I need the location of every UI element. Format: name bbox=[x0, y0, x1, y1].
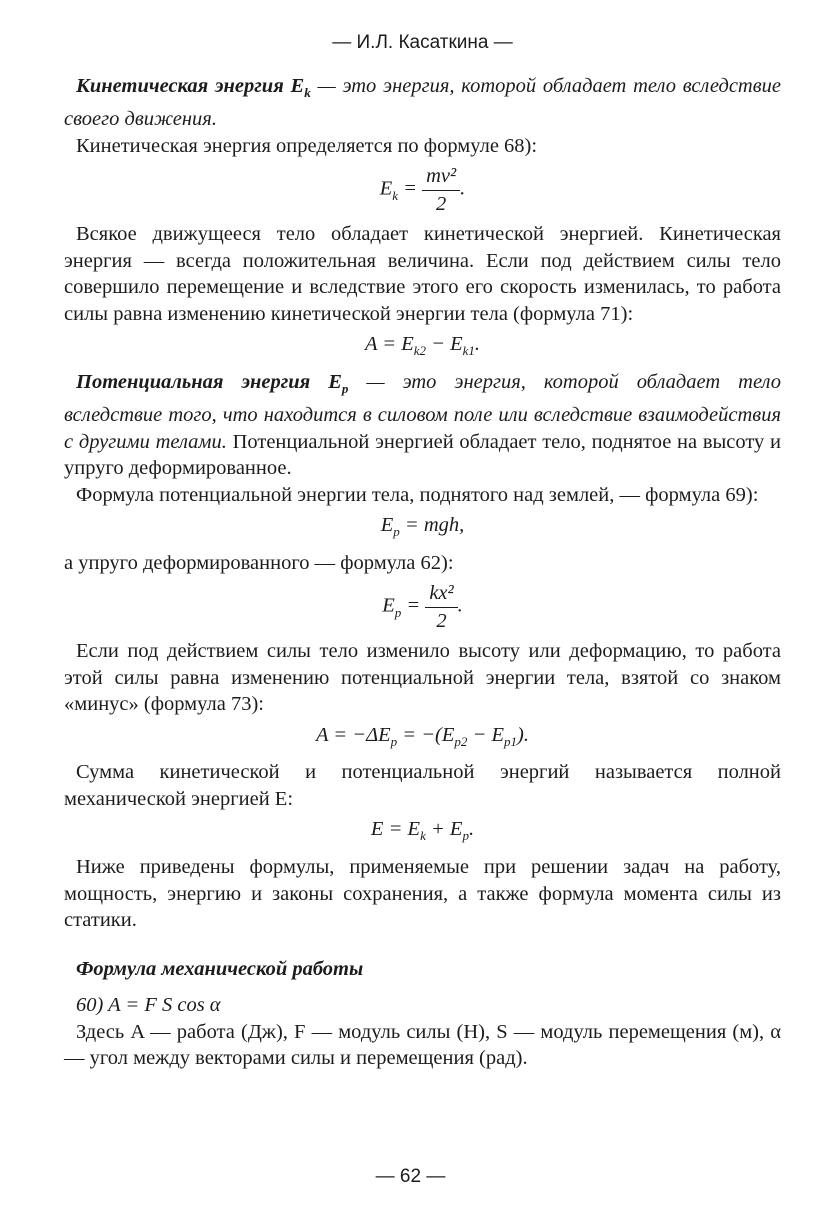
potential-paragraph: Если под действием силы тело изменило высоту или деформацию, то работа этой силы равна изменению потенциальной энергии тела, взятой со знаком «минус» (формула 73): bbox=[64, 640, 781, 716]
work-kinetic-formula bbox=[64, 331, 781, 365]
formula-sub: p bbox=[390, 733, 398, 749]
page-number: — 62 — bbox=[375, 1166, 446, 1187]
fraction bbox=[422, 163, 460, 217]
formula-sub: k1 bbox=[462, 343, 475, 359]
formula-eq: = bbox=[401, 595, 426, 618]
fraction-denominator: 2 bbox=[436, 192, 447, 215]
kinetic-def-text: — это энергия, которой обладает тело вследствие своего движения. bbox=[64, 74, 781, 131]
potential-def-text: — это энергия, которой обладает тело вследствие того, что находится в силовом поле или вследствие взаимодействия с другими телами. bbox=[64, 370, 781, 453]
formula-end: . bbox=[457, 595, 463, 618]
height-energy-formula bbox=[64, 512, 781, 546]
formula-part: A = −ΔE bbox=[316, 723, 391, 746]
formula-part: − E bbox=[467, 723, 505, 746]
formula-part: = −(E bbox=[397, 723, 455, 746]
formula-sub: k bbox=[420, 828, 426, 844]
formula-part: − E bbox=[426, 333, 463, 356]
formula-rhs: = mgh, bbox=[399, 514, 465, 537]
formula-part: A = E bbox=[364, 333, 414, 356]
formula-end: . bbox=[474, 333, 481, 356]
running-header: — И.Л. Касаткина — bbox=[332, 32, 513, 53]
work-formula-explanation: Здесь A — работа (Дж), F — модуль силы (Н), S — модуль перемещения (м), α — угол между векторами силы и перемещения (рад). bbox=[64, 1020, 781, 1070]
formula-eq: = bbox=[398, 177, 423, 200]
formula-end: ). bbox=[517, 723, 529, 746]
fraction-numerator: kx² bbox=[425, 580, 457, 608]
potential-term-sub: p bbox=[341, 380, 349, 396]
formula-sub: p bbox=[462, 828, 469, 844]
formula-sub: k bbox=[392, 187, 399, 203]
potential-def-tail: Потенциальной энергией обладает тело, поднятое на высоту и упруго деформированное. bbox=[64, 430, 781, 480]
kinetic-definition bbox=[64, 73, 781, 133]
potential-definition bbox=[64, 369, 781, 482]
formula-sub: p bbox=[393, 524, 400, 540]
kinetic-formula-intro: Кинетическая энергия определяется по формуле 68): bbox=[76, 134, 538, 157]
work-formula-60: 60) A = F S cos α bbox=[76, 994, 221, 1017]
kinetic-energy-formula bbox=[64, 163, 781, 217]
formula-sub: p2 bbox=[454, 733, 468, 749]
formulas-intro-paragraph: Ниже приведены формулы, применяемые при решении задач на работу, мощность, энергию и законы сохранения, а также формула момента силы из статики. bbox=[64, 856, 781, 932]
formula-end: . bbox=[468, 818, 475, 841]
elastic-formula-intro: а упруго деформированного — формула 62): bbox=[64, 551, 454, 574]
total-energy-paragraph: Сумма кинетической и потенциальной энергий называется полной механической энергией E: bbox=[64, 761, 781, 810]
fraction bbox=[425, 580, 457, 634]
kinetic-paragraph: Всякое движущееся тело обладает кинетической энергией. Кинетическая энергия — всегда положительная величина. Если под действием силы тело совершило перемещение и вследствие этого его скорость изменилась, то работа силы равна изменению кинетической энергии тела (формула 71): bbox=[64, 223, 781, 325]
work-potential-formula bbox=[64, 722, 781, 756]
formula-part: E = E bbox=[370, 818, 421, 841]
height-formula-intro: Формула потенциальной энергии тела, поднятого над землей, — формула 69): bbox=[76, 483, 759, 506]
potential-term: Потенциальная энергия E bbox=[76, 370, 342, 393]
fraction-numerator: mv² bbox=[422, 163, 460, 191]
formula-lhs: E bbox=[379, 177, 393, 200]
total-energy-formula bbox=[64, 816, 781, 850]
kinetic-term-sub: k bbox=[304, 84, 311, 100]
formula-sub: p1 bbox=[504, 733, 518, 749]
elastic-energy-formula bbox=[64, 580, 781, 634]
formula-end: . bbox=[460, 177, 466, 200]
fraction-denominator: 2 bbox=[436, 609, 447, 632]
formula-sub: k2 bbox=[413, 343, 427, 359]
formula-sub: p bbox=[394, 605, 402, 621]
formula-lhs: E bbox=[382, 595, 395, 618]
formula-part: + E bbox=[425, 818, 463, 841]
section-heading: Формула механической работы bbox=[76, 957, 364, 980]
kinetic-term: Кинетическая энергия E bbox=[76, 74, 305, 97]
formula-lhs: E bbox=[380, 514, 394, 537]
